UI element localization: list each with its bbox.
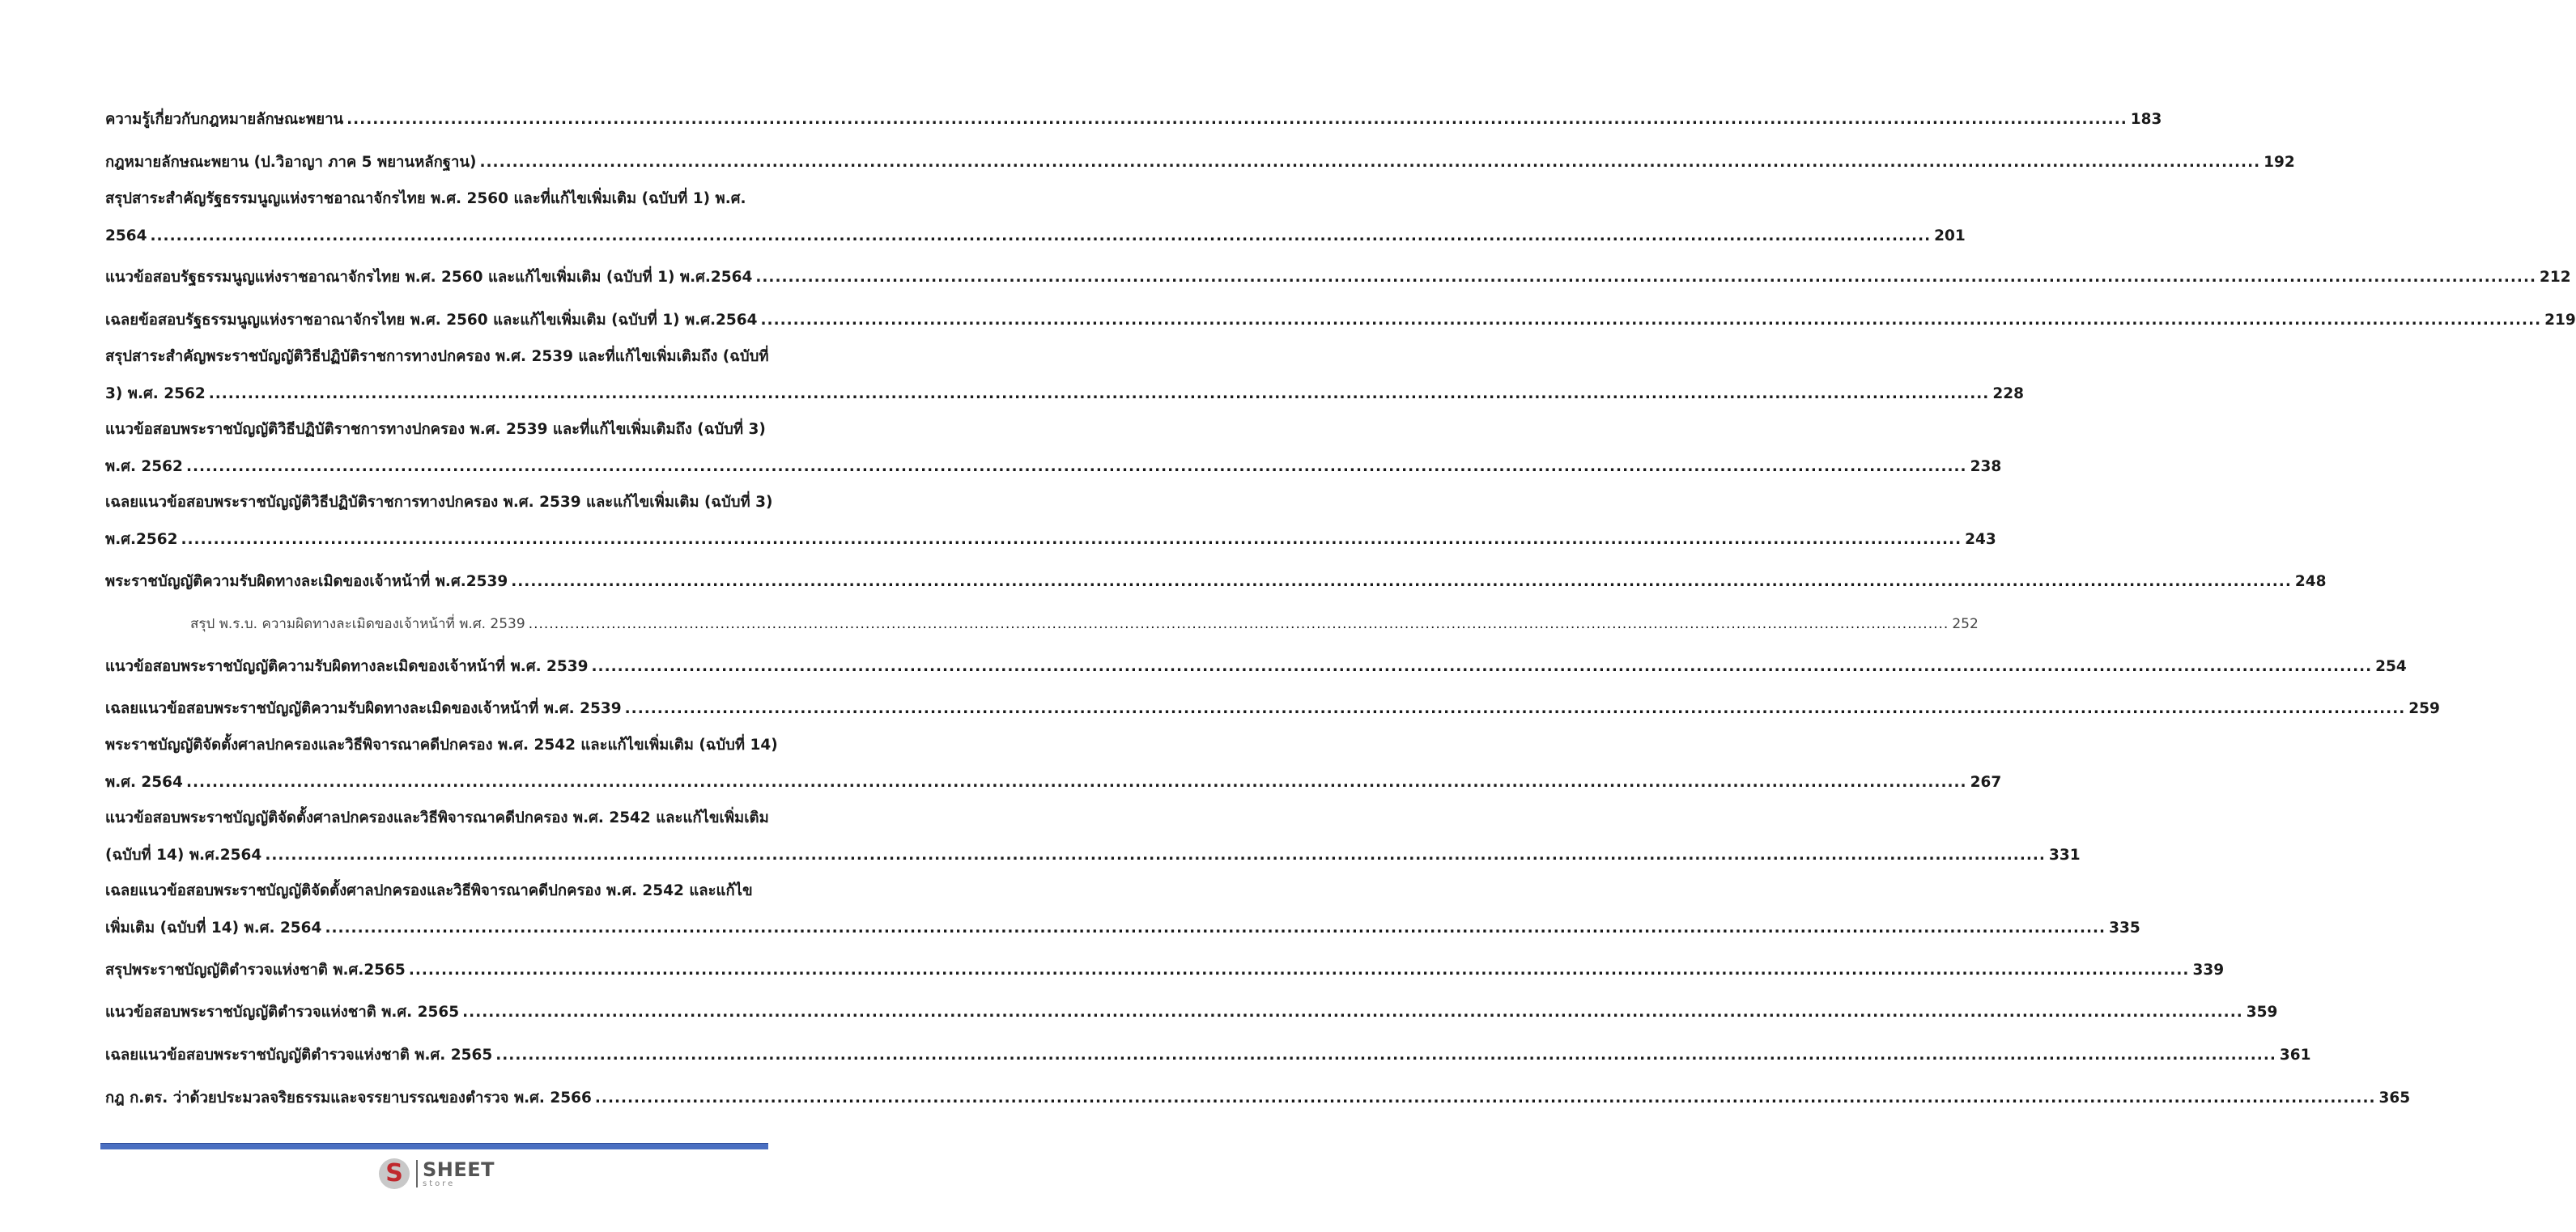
toc-entry-line bbox=[105, 700, 2440, 718]
footer-rule bbox=[100, 1143, 768, 1149]
toc-page-number: 267 bbox=[1970, 774, 2002, 791]
toc-leader-dots bbox=[529, 615, 1949, 633]
toc-entry-title-line1: เฉลยแนวข้อสอบพระราชบัญญัติวิธีปฏิบัติราชการทางปกครอง พ.ศ. 2539 และแก้ไขเพิ่มเติม (ฉบับที่ 3) bbox=[105, 494, 773, 511]
toc-entry-line bbox=[105, 154, 2295, 172]
logo-wordmark bbox=[423, 1160, 495, 1188]
logo-mark-letter: S bbox=[385, 1159, 403, 1187]
toc-leader-dots bbox=[181, 531, 1962, 549]
toc-page-number: 228 bbox=[1992, 385, 2024, 402]
toc-page-number: 331 bbox=[2048, 847, 2081, 864]
toc-leader-dots bbox=[595, 1090, 2376, 1107]
toc-entry-title: พระราชบัญญัติความรับผิดทางละเมิดของเจ้าหน้าที่ พ.ศ.2539 bbox=[105, 573, 508, 590]
toc-page-number: 192 bbox=[2264, 154, 2295, 171]
toc-entry-line bbox=[105, 962, 2225, 979]
toc-page-number: 359 bbox=[2246, 1004, 2278, 1021]
toc-leader-dots bbox=[265, 847, 2046, 865]
toc-entry-line bbox=[105, 385, 2024, 403]
toc-entry-line bbox=[105, 1047, 2311, 1064]
toc-leader-dots bbox=[409, 962, 2190, 979]
toc-entry-line bbox=[105, 573, 2327, 591]
logo-divider bbox=[416, 1160, 418, 1187]
toc-entry-title-line1: แนวข้อสอบพระราชบัญญัติวิธีปฏิบัติราชการทางปกครอง พ.ศ. 2539 และที่แก้ไขเพิ่มเติมถึง (ฉบับที่ 3) bbox=[105, 421, 766, 438]
toc-entry[interactable] bbox=[105, 269, 2571, 287]
toc-entry[interactable] bbox=[105, 1004, 2278, 1022]
toc-entry-title: (ฉบับที่ 14) พ.ศ.2564 bbox=[105, 847, 262, 864]
toc-entry-title: พ.ศ.2562 bbox=[105, 531, 178, 548]
toc-entry[interactable] bbox=[105, 809, 2081, 865]
toc-leader-dots bbox=[462, 1004, 2243, 1022]
toc-entry-title: ความรู้เกี่ยวกับกฎหมายลักษณะพยาน bbox=[105, 111, 344, 128]
toc-leader-dots bbox=[186, 458, 1967, 476]
toc-leader-dots bbox=[625, 700, 2406, 718]
toc-entry-title: เฉลยแนวข้อสอบพระราชบัญญัติตำรวจแห่งชาติ พ.ศ. 2565 bbox=[105, 1047, 493, 1064]
toc-entry[interactable] bbox=[105, 494, 1996, 549]
toc-page-number: 212 bbox=[2540, 269, 2571, 286]
toc-entry[interactable] bbox=[105, 1090, 2411, 1107]
toc-entry-title-line1: พระราชบัญญัติจัดตั้งศาลปกครองและวิธีพิจารณาคดีปกครอง พ.ศ. 2542 และแก้ไขเพิ่มเติม (ฉบับที่ 14) bbox=[105, 737, 778, 754]
toc-page-number: 219 bbox=[2544, 312, 2576, 329]
toc-entry[interactable] bbox=[105, 421, 2002, 476]
toc-entry-line bbox=[105, 269, 2571, 287]
toc-entry-title: สรุป พ.ร.บ. ความผิดทางละเมิดของเจ้าหน้าที่ พ.ศ. 2539 bbox=[190, 616, 525, 632]
toc-leader-dots bbox=[755, 269, 2536, 287]
toc-page-number: 254 bbox=[2375, 658, 2407, 675]
toc-entry[interactable] bbox=[105, 882, 2140, 937]
toc-entry[interactable] bbox=[105, 312, 2576, 329]
toc-entry-title: แนวข้อสอบพระราชบัญญัติตำรวจแห่งชาติ พ.ศ. 2565 bbox=[105, 1004, 460, 1021]
toc-entry[interactable] bbox=[105, 573, 2327, 591]
toc-entry-title: เพิ่มเติม (ฉบับที่ 14) พ.ศ. 2564 bbox=[105, 920, 322, 937]
toc-entry-title: เฉลยแนวข้อสอบพระราชบัญญัติความรับผิดทางละเมิดของเจ้าหน้าที่ พ.ศ. 2539 bbox=[105, 700, 622, 717]
toc-leader-dots bbox=[761, 312, 2542, 329]
toc-entry-title-line1: แนวข้อสอบพระราชบัญญัติจัดตั้งศาลปกครองและวิธีพิจารณาคดีปกครอง พ.ศ. 2542 และแก้ไขเพิ่มเติม bbox=[105, 809, 769, 826]
toc-page-number: 339 bbox=[2192, 962, 2225, 979]
toc-entry-title: แนวข้อสอบรัฐธรรมนูญแห่งราชอาณาจักรไทย พ.ศ. 2560 และแก้ไขเพิ่มเติม (ฉบับที่ 1) พ.ศ.2564 bbox=[105, 269, 753, 286]
toc-entry-line bbox=[105, 227, 1966, 245]
sheet-store-logo bbox=[379, 1156, 495, 1192]
toc-entry-title-line1: สรุปสาระสำคัญรัฐธรรมนูญแห่งราชอาณาจักรไทย พ.ศ. 2560 และที่แก้ไขเพิ่มเติม (ฉบับที่ 1) พ.ศ. bbox=[105, 190, 746, 207]
toc-entry-title: กฎ ก.ตร. ว่าด้วยประมวลจริยธรรมและจรรยาบรรณของตำรวจ พ.ศ. 2566 bbox=[105, 1090, 592, 1107]
toc-entry-title-line1: สรุปสาระสำคัญพระราชบัญญัติวิธีปฏิบัติราชการทางปกครอง พ.ศ. 2539 และที่แก้ไขเพิ่มเติมถึง (ฉบับที่ bbox=[105, 348, 769, 365]
toc-entry[interactable] bbox=[105, 190, 1966, 245]
toc-entry-line bbox=[190, 615, 1979, 633]
toc-entry-line bbox=[105, 111, 2162, 129]
toc-page-number: 183 bbox=[2130, 111, 2162, 128]
toc-page-number: 335 bbox=[2109, 920, 2140, 937]
toc-entry[interactable] bbox=[105, 154, 2295, 172]
toc-leader-dots bbox=[511, 573, 2292, 591]
logo-s-icon bbox=[379, 1158, 410, 1189]
toc-entry-line bbox=[105, 1004, 2278, 1022]
toc-page-number: 361 bbox=[2279, 1047, 2311, 1064]
toc-page-number: 365 bbox=[2378, 1090, 2411, 1107]
toc-entry-line bbox=[105, 531, 1996, 549]
toc-entry-title: แนวข้อสอบพระราชบัญญัติความรับผิดทางละเมิดของเจ้าหน้าที่ พ.ศ. 2539 bbox=[105, 658, 589, 675]
toc-entry[interactable] bbox=[105, 1047, 2311, 1064]
toc-entry[interactable] bbox=[105, 962, 2225, 979]
toc-entry-title: 2564 bbox=[105, 227, 147, 244]
toc-entry-title: สรุปพระราชบัญญัติตำรวจแห่งชาติ พ.ศ.2565 bbox=[105, 962, 406, 979]
toc-entry-title: 3) พ.ศ. 2562 bbox=[105, 385, 206, 402]
toc-page-number: 248 bbox=[2294, 573, 2327, 590]
toc-leader-dots bbox=[480, 154, 2261, 172]
toc-entry-title: พ.ศ. 2562 bbox=[105, 458, 183, 475]
toc-page-number: 201 bbox=[1934, 227, 1966, 244]
toc-entry[interactable] bbox=[105, 737, 2002, 792]
toc-entry-line bbox=[105, 920, 2140, 937]
toc-entry-title: เฉลยข้อสอบรัฐธรรมนูญแห่งราชอาณาจักรไทย พ.ศ. 2560 และแก้ไขเพิ่มเติม (ฉบับที่ 1) พ.ศ.2564 bbox=[105, 312, 758, 329]
toc-entry[interactable] bbox=[105, 658, 2407, 676]
toc-leader-dots bbox=[325, 920, 2106, 937]
toc-entry-title: พ.ศ. 2564 bbox=[105, 774, 183, 791]
toc-leader-dots bbox=[592, 658, 2373, 676]
toc-entry-line bbox=[105, 658, 2407, 676]
toc-entry-line bbox=[105, 847, 2081, 865]
toc-page-number: 259 bbox=[2408, 700, 2440, 717]
toc-entry-title: กฎหมายลักษณะพยาน (ป.วิอาญา ภาค 5 พยานหลักฐาน) bbox=[105, 154, 477, 171]
toc-entry[interactable] bbox=[105, 111, 2162, 129]
toc-page-number: 238 bbox=[1970, 458, 2002, 475]
logo-brand-sub: store bbox=[423, 1179, 456, 1188]
toc-leader-dots bbox=[151, 227, 1932, 245]
toc-entry-line bbox=[105, 774, 2002, 792]
toc-entry-title-line1: เฉลยแนวข้อสอบพระราชบัญญัติจัดตั้งศาลปกครองและวิธีพิจารณาคดีปกครอง พ.ศ. 2542 และแก้ไข bbox=[105, 882, 753, 899]
toc-leader-dots bbox=[495, 1047, 2276, 1064]
toc-entry-line bbox=[105, 1090, 2411, 1107]
toc-entry[interactable] bbox=[190, 615, 1979, 633]
toc-entry-line bbox=[105, 458, 2002, 476]
toc-leader-dots bbox=[346, 111, 2128, 129]
toc-entry[interactable] bbox=[105, 348, 2024, 403]
toc-entry[interactable] bbox=[105, 700, 2440, 718]
toc-entry-line bbox=[105, 312, 2576, 329]
toc-page-number: 252 bbox=[1952, 616, 1979, 632]
toc-leader-dots bbox=[186, 774, 1967, 792]
toc-page-number: 243 bbox=[1965, 531, 1996, 548]
logo-brand: SHEET bbox=[423, 1158, 495, 1181]
toc-leader-dots bbox=[209, 385, 1990, 403]
